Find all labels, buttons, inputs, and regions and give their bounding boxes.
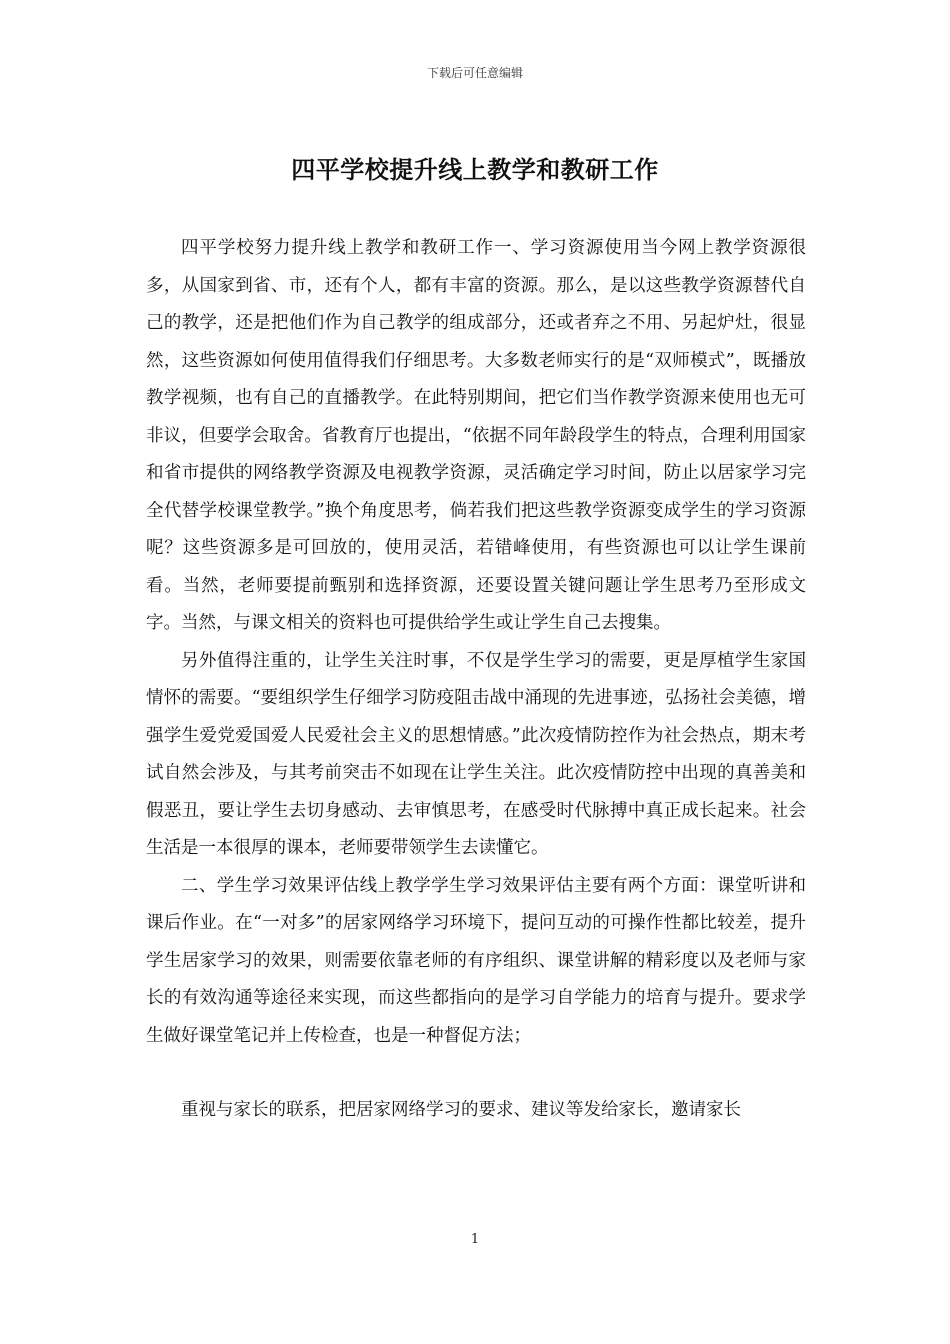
paragraph-2: 另外值得注重的，让学生关注时事，不仅是学生学习的需要，更是厚植学生家国情怀的需要。“要组织学生仔细学习防疫阻击战中涌现的先进事迹，弘扬社会美德，增强学生爱党爱国爱人民爱社会主义的思想情感。”此次疫情防控作为社会热点，期末考试自然会涉及，与其考前突击不如现在让学生关注。此次疫情防控中出现的真善美和假恶丑，要让学生去切身感动、去审慎思考，在感受时代脉搏中真正成长起来。社会生活是一本很厚的课本，老师要带领学生去读懂它。: [146, 650, 806, 858]
paragraph-1: 四平学校努力提升线上教学和教研工作一、学习资源使用当今网上教学资源很多，从国家到省、市，还有个人，都有丰富的资源。那么，是以这些教学资源替代自己的教学，还是把他们作为自己教学的组成部分，还或者弃之不用、另起炉灶，很显然，这些资源如何使用值得我们仔细思考。大多数老师实行的是“双师模式”，既播放教学视频，也有自己的直播教学。在此特别期间，把它们当作教学资源来使用也无可非议，但要学会取舍。省教育厅也提出，“依据不同年龄段学生的特点，合理利用国家和省市提供的网络教学资源及电视教学资源，灵活确定学习时间，防止以居家学习完全代替学校课堂教学。”换个角度思考，倘若我们把这些教学资源变成学生的学习资源呢？这些资源多是可回放的，使用灵活，若错峰使用，有些资源也可以让学生课前看。当然，老师要提前甄别和选择资源，还要设置关键问题让学生思考乃至形成文字。当然，与课文相关的资料也可提供给学生或让学生自己去搜集。: [146, 238, 806, 633]
document-body: [146, 230, 806, 1130]
document-title: 四平学校提升线上教学和教研工作: [291, 155, 659, 184]
page-number: 1: [470, 1232, 480, 1247]
header-note: 下载后可任意编辑: [426, 66, 523, 80]
paragraph-3: 二、学生学习效果评估线上教学学生学习效果评估主要有两个方面：课堂听讲和课后作业。在“一对多”的居家网络学习环境下，提问互动的可操作性都比较差，提升学生居家学习的效果，则需要依靠老师的有序组织、课堂讲解的精彩度以及老师与家长的有效沟通等途径来实现，而这些都指向的是学习自学能力的培育与提升。要求学生做好课堂笔记并上传检查，也是一种督促方法；: [146, 875, 806, 1046]
paragraph-4: 重视与家长的联系，把居家网络学习的要求、建议等发给家长，邀请家长: [181, 1100, 741, 1120]
